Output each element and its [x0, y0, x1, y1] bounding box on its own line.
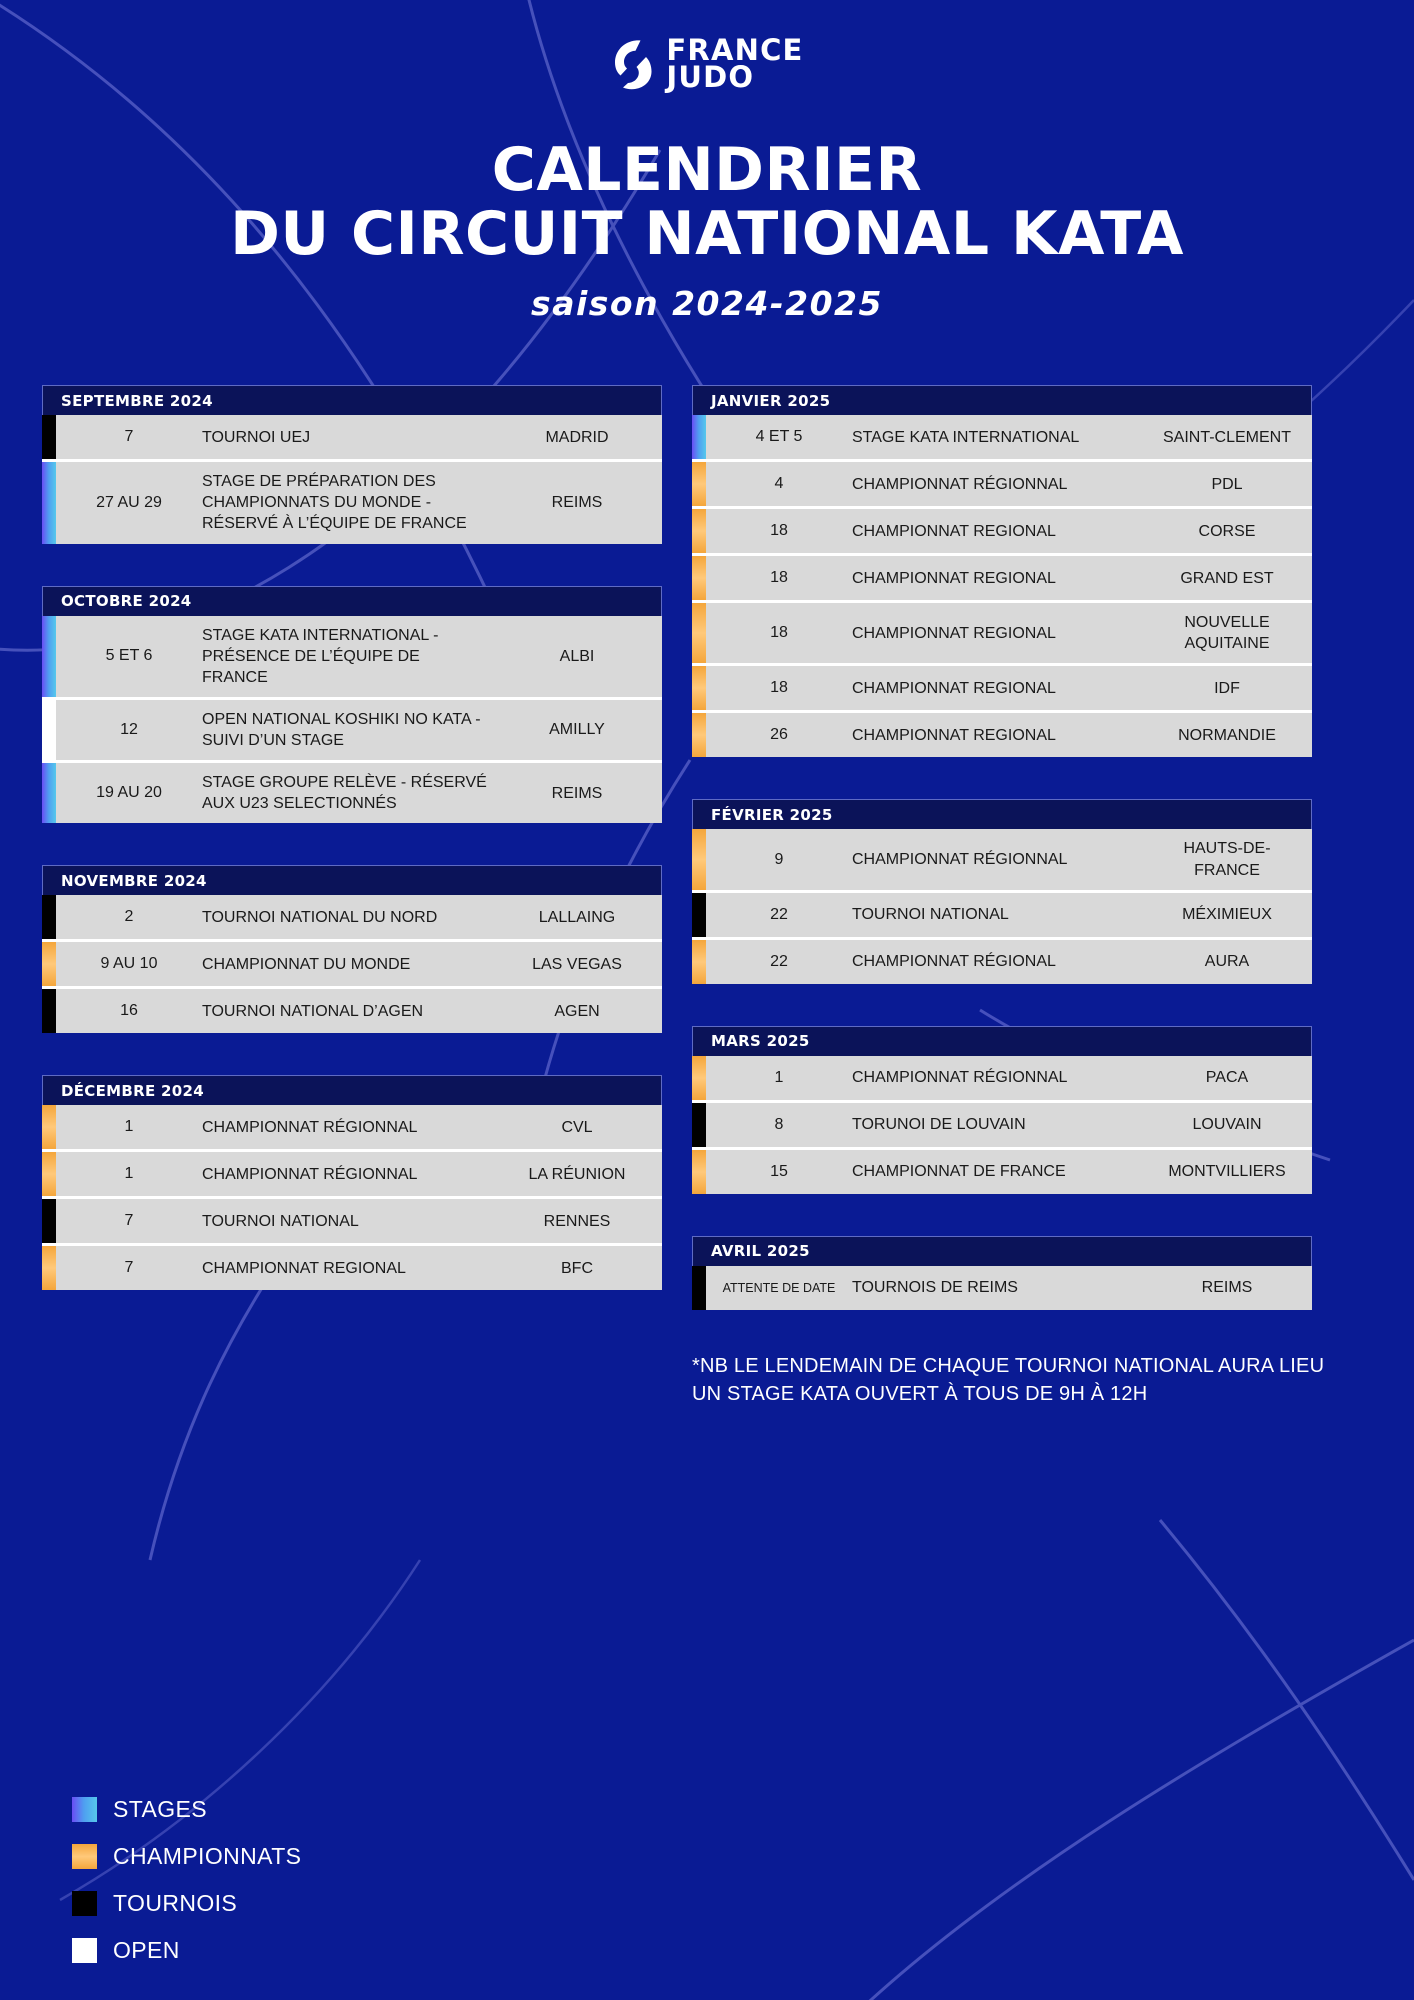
month-rows	[42, 1105, 662, 1290]
cell-place: REIMS	[551, 494, 603, 512]
table-row	[42, 700, 662, 763]
cell-date: 22	[770, 952, 788, 970]
cell-event: CHAMPIONNAT REGIONAL	[852, 624, 1056, 642]
table-row	[42, 415, 662, 462]
cell-event: STAGE GROUPE RELÈVE - RÉSERVÉ AUX U23 SELECTIONNÉS	[202, 774, 487, 813]
category-color-bar-stages	[42, 616, 56, 697]
cell-date: 18	[770, 569, 788, 587]
table-row	[692, 666, 1312, 713]
category-color-bar-tournois	[692, 1266, 706, 1310]
category-color-bar-championnats	[692, 1056, 706, 1100]
table-row	[42, 1105, 662, 1152]
cell-date: 15	[770, 1162, 788, 1180]
table-row	[692, 713, 1312, 757]
category-color-bar-open	[42, 700, 56, 760]
cell-date: ATTENTE DE DATE	[722, 1280, 836, 1295]
calendar-column-right	[692, 385, 1312, 1351]
legend-item-stages	[72, 1796, 301, 1823]
cell-date: 5 ET 6	[105, 647, 153, 665]
category-color-bar-championnats	[692, 462, 706, 506]
month-rows	[42, 895, 662, 1033]
legend-item-tournois	[72, 1890, 301, 1917]
table-row	[692, 462, 1312, 509]
cell-place: HAUTS-DE-FRANCE	[1183, 840, 1271, 879]
month-header	[692, 1236, 1312, 1266]
month-header-label: FÉVRIER 2025	[711, 805, 833, 824]
cell-date: 2	[124, 908, 134, 926]
category-color-bar-tournois	[42, 989, 56, 1033]
month-rows	[42, 616, 662, 824]
legend-swatch-open	[72, 1938, 97, 1963]
row-content	[706, 1266, 1312, 1310]
month-rows	[692, 829, 1312, 983]
legend-label: STAGES	[113, 1796, 207, 1822]
category-color-bar-championnats	[692, 666, 706, 710]
month-header-label: DÉCEMBRE 2024	[61, 1081, 204, 1100]
cell-date: 26	[770, 726, 788, 744]
cell-date: 7	[124, 1212, 134, 1230]
table-row	[692, 509, 1312, 556]
cell-event: CHAMPIONNAT DU MONDE	[202, 955, 411, 973]
cell-date: 1	[774, 1068, 784, 1086]
cell-event: TORUNOI DE LOUVAIN	[852, 1116, 1026, 1134]
row-content	[56, 1152, 662, 1196]
cell-place: AURA	[1204, 953, 1250, 971]
month-rows	[692, 415, 1312, 757]
month-header	[692, 385, 1312, 415]
cell-event: TOURNOI NATIONAL D’AGEN	[202, 1002, 424, 1020]
cell-place: BFC	[561, 1259, 593, 1277]
row-content	[56, 1199, 662, 1243]
category-color-bar-championnats	[42, 1152, 56, 1196]
month-header	[42, 865, 662, 895]
category-legend	[72, 1796, 301, 1964]
table-row	[692, 603, 1312, 666]
table-row	[42, 462, 662, 543]
cell-event: TOURNOIS DE REIMS	[852, 1279, 1018, 1297]
table-row	[692, 1266, 1312, 1310]
cell-event: TOURNOI UEJ	[202, 428, 311, 446]
month-header	[692, 799, 1312, 829]
month-block	[692, 1236, 1312, 1310]
table-row	[692, 893, 1312, 940]
cell-event: CHAMPIONNAT RÉGIONAL	[852, 953, 1056, 971]
table-row	[692, 940, 1312, 984]
category-color-bar-championnats	[692, 829, 706, 889]
row-content	[706, 415, 1312, 459]
row-content	[706, 829, 1312, 889]
month-header-label: NOVEMBRE 2024	[61, 871, 207, 890]
month-block	[42, 385, 662, 543]
cell-event: OPEN NATIONAL KOSHIKI NO KATA - SUIVI D’UN STAGE	[202, 710, 481, 749]
legend-item-championnats	[72, 1843, 301, 1870]
cell-place: MÉXIMIEUX	[1182, 906, 1272, 924]
category-color-bar-tournois	[692, 1103, 706, 1147]
category-color-bar-championnats	[692, 940, 706, 984]
cell-event: CHAMPIONNAT RÉGIONNAL	[202, 1165, 418, 1183]
table-row	[692, 829, 1312, 892]
legend-label: TOURNOIS	[113, 1890, 238, 1916]
france-judo-logo	[610, 33, 804, 94]
cell-date: 4	[774, 475, 784, 493]
month-header-label: JANVIER 2025	[711, 391, 831, 410]
cell-place: PACA	[1205, 1069, 1249, 1087]
season-subtitle: saison 2024-2025	[531, 284, 883, 324]
brand-line-1: FRANCE	[666, 33, 804, 68]
category-color-bar-championnats	[692, 713, 706, 757]
row-content	[706, 509, 1312, 553]
cell-date: 9	[774, 850, 784, 868]
row-content	[706, 1103, 1312, 1147]
cell-date: 16	[120, 1002, 138, 1020]
category-color-bar-championnats	[42, 1105, 56, 1149]
category-color-bar-championnats	[692, 556, 706, 600]
cell-event: TOURNOI NATIONAL	[202, 1212, 359, 1230]
month-header-label: MARS 2025	[711, 1032, 810, 1051]
cell-date: 22	[770, 905, 788, 923]
footnote-note: *NB LE LENDEMAIN DE CHAQUE TOURNOI NATIONAL AURA LIEU UN STAGE KATA OUVERT À TOUS DE 9H À 12H	[692, 1354, 1325, 1406]
cell-event: CHAMPIONNAT REGIONAL	[852, 726, 1056, 744]
page-title-line-2: DU CIRCUIT NATIONAL KATA	[230, 198, 1184, 269]
cell-event: CHAMPIONNAT RÉGIONNAL	[852, 1069, 1068, 1087]
title-block	[0, 135, 1414, 324]
cell-date: 27 AU 29	[96, 493, 162, 511]
cell-place: SAINT-CLEMENT	[1162, 428, 1291, 446]
cell-date: 1	[124, 1118, 134, 1136]
table-row	[692, 1103, 1312, 1150]
calendar-columns	[0, 385, 1414, 1351]
cell-date: 12	[120, 720, 138, 738]
table-row	[692, 1056, 1312, 1103]
cell-place: CVL	[561, 1118, 593, 1136]
cell-event: CHAMPIONNAT REGIONAL	[852, 679, 1056, 697]
cell-place: ALBI	[559, 647, 595, 665]
row-content	[56, 415, 662, 459]
cell-event: TOURNOI NATIONAL DU NORD	[202, 908, 438, 926]
table-row	[692, 415, 1312, 462]
cell-date: 1	[124, 1165, 134, 1183]
month-header-label: SEPTEMBRE 2024	[61, 391, 213, 410]
row-content	[706, 1056, 1312, 1100]
cell-place: AGEN	[554, 1002, 600, 1020]
cell-event: CHAMPIONNAT DE FRANCE	[852, 1163, 1066, 1181]
month-block	[42, 865, 662, 1033]
month-rows	[42, 415, 662, 543]
category-color-bar-stages	[692, 415, 706, 459]
table-row	[692, 556, 1312, 603]
table-row	[42, 895, 662, 942]
category-color-bar-stages	[42, 763, 56, 823]
legend-swatch-stages	[72, 1797, 97, 1822]
france-judo-helmet-icon	[610, 38, 654, 90]
cell-place: PDL	[1211, 475, 1243, 493]
cell-place: GRAND EST	[1180, 569, 1274, 587]
month-rows	[692, 1266, 1312, 1310]
brand-line-2: JUDO	[666, 60, 755, 94]
row-content	[56, 616, 662, 697]
month-header	[42, 385, 662, 415]
cell-place: IDF	[1214, 679, 1240, 697]
legend-label: OPEN	[113, 1937, 180, 1963]
category-color-bar-championnats	[692, 509, 706, 553]
legend-label: CHAMPIONNATS	[113, 1843, 302, 1869]
cell-date: 7	[124, 428, 134, 446]
table-row	[42, 1152, 662, 1199]
row-content	[56, 1246, 662, 1290]
cell-place: LAS VEGAS	[532, 955, 622, 973]
month-block	[42, 1075, 662, 1290]
cell-place: RENNES	[543, 1212, 611, 1230]
month-block	[692, 385, 1312, 757]
row-content	[56, 895, 662, 939]
month-header-label: AVRIL 2025	[711, 1242, 810, 1261]
row-content	[706, 893, 1312, 937]
table-row	[42, 1246, 662, 1290]
month-block	[42, 586, 662, 824]
row-content	[706, 462, 1312, 506]
month-block	[692, 799, 1312, 983]
month-header	[692, 1026, 1312, 1056]
cell-event: STAGE DE PRÉPARATION DES CHAMPIONNATS DU MONDE - RÉSERVÉ À L’ÉQUIPE DE FRANCE	[202, 473, 467, 533]
cell-place: MADRID	[545, 428, 609, 446]
row-content	[706, 603, 1312, 663]
cell-date: 8	[774, 1115, 784, 1133]
table-row	[692, 1150, 1312, 1194]
category-color-bar-championnats	[42, 1246, 56, 1290]
row-content	[56, 989, 662, 1033]
month-block	[692, 1026, 1312, 1194]
row-content	[706, 940, 1312, 984]
cell-date: 7	[124, 1259, 134, 1277]
month-header	[42, 586, 662, 616]
table-row	[42, 942, 662, 989]
cell-place: NOUVELLE AQUITAINE	[1184, 614, 1270, 653]
cell-date: 18	[770, 522, 788, 540]
cell-event: TOURNOI NATIONAL	[852, 906, 1009, 924]
legend-item-open	[72, 1937, 301, 1964]
month-header	[42, 1075, 662, 1105]
cell-date: 18	[770, 679, 788, 697]
calendar-column-left	[42, 385, 662, 1332]
row-content	[56, 942, 662, 986]
row-content	[706, 1150, 1312, 1194]
row-content	[706, 713, 1312, 757]
cell-event: STAGE KATA INTERNATIONAL	[852, 428, 1080, 446]
cell-event: CHAMPIONNAT RÉGIONNAL	[852, 850, 1068, 868]
cell-event: CHAMPIONNAT REGIONAL	[852, 522, 1056, 540]
cell-event: STAGE KATA INTERNATIONAL - PRÉSENCE DE L’ÉQUIPE DE FRANCE	[202, 626, 439, 686]
cell-place: CORSE	[1198, 522, 1256, 540]
category-color-bar-stages	[42, 462, 56, 543]
cell-place: LALLAING	[538, 908, 616, 926]
cell-place: NORMANDIE	[1178, 726, 1276, 744]
row-content	[56, 763, 662, 823]
category-color-bar-championnats	[42, 942, 56, 986]
cell-place: REIMS	[551, 784, 603, 802]
cell-event: CHAMPIONNAT REGIONAL	[202, 1259, 406, 1277]
cell-place: REIMS	[1201, 1279, 1253, 1297]
row-content	[706, 666, 1312, 710]
cell-place: MONTVILLIERS	[1168, 1163, 1286, 1181]
cell-place: LOUVAIN	[1192, 1116, 1262, 1134]
poster-header	[0, 0, 1414, 323]
cell-event: CHAMPIONNAT RÉGIONNAL	[852, 475, 1068, 493]
row-content	[56, 462, 662, 543]
cell-date: 4 ET 5	[755, 428, 803, 446]
month-rows	[692, 1056, 1312, 1194]
month-header-label: OCTOBRE 2024	[61, 592, 192, 611]
row-content	[56, 700, 662, 760]
cell-date: 19 AU 20	[96, 784, 162, 802]
category-color-bar-championnats	[692, 1150, 706, 1194]
table-row	[42, 763, 662, 823]
row-content	[706, 556, 1312, 600]
category-color-bar-championnats	[692, 603, 706, 663]
legend-swatch-tournois	[72, 1891, 97, 1916]
category-color-bar-tournois	[692, 893, 706, 937]
cell-date: 18	[770, 624, 788, 642]
table-row	[42, 616, 662, 700]
cell-date: 9 AU 10	[100, 955, 158, 973]
table-row	[42, 989, 662, 1033]
category-color-bar-tournois	[42, 1199, 56, 1243]
cell-event: CHAMPIONNAT REGIONAL	[852, 569, 1056, 587]
page-title-line-1: CALENDRIER	[491, 135, 923, 205]
category-color-bar-tournois	[42, 895, 56, 939]
table-row	[42, 1199, 662, 1246]
cell-event: CHAMPIONNAT RÉGIONNAL	[202, 1118, 418, 1136]
row-content	[56, 1105, 662, 1149]
cell-place: AMILLY	[549, 721, 605, 739]
legend-swatch-championnats	[72, 1844, 97, 1869]
category-color-bar-tournois	[42, 415, 56, 459]
cell-place: LA RÉUNION	[528, 1165, 626, 1183]
